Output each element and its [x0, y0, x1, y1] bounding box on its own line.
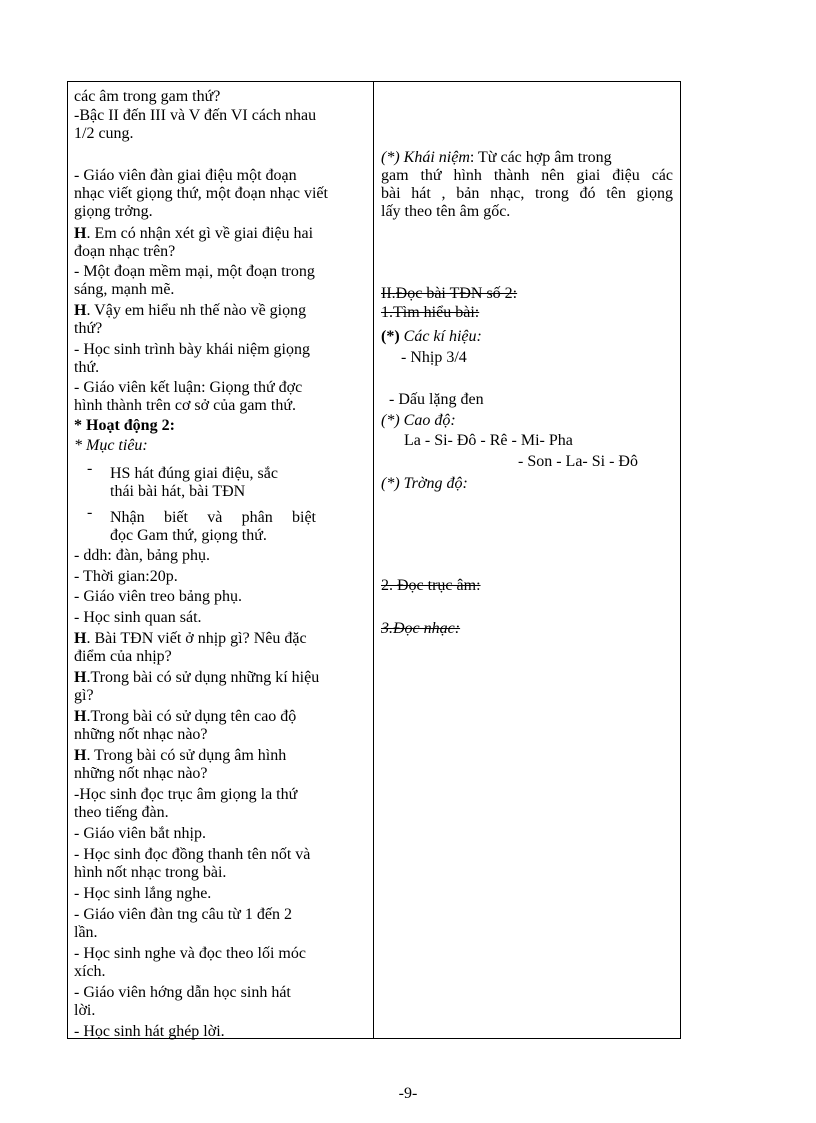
question-marker: H: [74, 225, 87, 242]
text-line: -Bậc II đến III và V đến VI cách nhau: [74, 107, 317, 124]
activity-heading: * Hoạt động 2:: [74, 417, 175, 434]
text-line: -Học sinh đọc trục âm giọng la thứ: [74, 786, 298, 803]
text-line: hình nốt nhạc trong bài.: [74, 864, 227, 881]
text-line: - Giáo viên đàn giai điệu một đoạn: [74, 167, 297, 184]
text-line: lần.: [74, 924, 98, 941]
text-line: - Thời gian:20p.: [74, 568, 178, 585]
text-line: Nhận biết và phân biệt: [110, 509, 316, 526]
text-line: gam thứ hình thành nên giai điệu các: [381, 167, 673, 184]
lesson-table: [67, 81, 681, 1039]
text-line: gì?: [74, 687, 94, 704]
text-line: thứ.: [74, 359, 100, 376]
page-number: -9-: [398, 1085, 418, 1102]
text-line: thái bài hát, bài TĐN: [110, 483, 246, 500]
pitch-line: La - Si- Đô - Rê - Mi- Pha: [404, 432, 573, 449]
question-line: H. Bài TĐN viết ở nhịp gì? Nêu đặc: [74, 630, 307, 647]
column-divider: [373, 82, 374, 1038]
text-line: theo tiếng đàn.: [74, 804, 169, 821]
text-line: HS hát đúng giai điệu, sắc: [110, 465, 278, 482]
symbols-mark: (*): [381, 328, 400, 345]
question-marker: H: [74, 708, 87, 725]
text-line: 1/2 cung.: [74, 125, 134, 142]
text-line: hình thành trên cơ sở của gam thứ.: [74, 397, 296, 414]
text-line: - ddh: đàn, bảng phụ.: [74, 547, 210, 564]
question-marker: H: [74, 302, 87, 319]
text-line: đọc Gam thứ, giọng thứ.: [110, 527, 267, 544]
text-line: - Giáo viên đàn tng câu từ 1 đến 2: [74, 906, 292, 923]
text-line: - Giáo viên hớng dẫn học sinh hát: [74, 984, 291, 1001]
text-line: giọng trởng.: [74, 203, 153, 220]
subsection-title: 2. Đọc trục âm:: [381, 577, 481, 594]
text-line: lấy theo tên âm gốc.: [381, 203, 511, 220]
text-line: - Học sinh lắng nghe.: [74, 885, 212, 902]
text-line: - Học sinh đọc đồng thanh tên nốt và: [74, 846, 311, 863]
rest-line: - Dấu lặng đen: [389, 391, 484, 408]
text-line: bài hát , bản nhạc, trong đó tên giọng: [381, 185, 673, 202]
text-line: đoạn nhạc trên?: [74, 243, 176, 260]
text-line: - Giáo viên treo bảng phụ.: [74, 588, 242, 605]
pitch-label: (*) Cao độ:: [381, 412, 456, 429]
text-line: - Học sinh quan sát.: [74, 609, 202, 626]
question-marker: H: [74, 630, 87, 647]
bullet-mark: -: [87, 504, 93, 521]
question-line: H. Vậy em hiểu nh thế nào về giọng: [74, 302, 307, 319]
text-line: - Học sinh trình bày khái niệm giọng: [74, 341, 310, 358]
text-line: - Giáo viên bắt nhịp.: [74, 825, 206, 842]
text-line: - Một đoạn mềm mại, một đoạn trong: [74, 263, 315, 280]
text-line: - Giáo viên kết luận: Giọng thứ đợc: [74, 379, 303, 396]
text-line: những nốt nhạc nào?: [74, 765, 208, 782]
symbols-label: (*) Các kí hiệu:: [381, 328, 482, 345]
concept-line: (*) Khái niệm: Từ các hợp âm trong: [381, 149, 612, 166]
duration-label: (*) Trờng độ:: [381, 475, 468, 492]
text-line: điểm của nhịp?: [74, 648, 172, 665]
pitch-line: - Son - La- Si - Đô: [518, 453, 638, 470]
subsection-title: 1.Tìm hiểu bài:: [381, 304, 480, 321]
text-line: các âm trong gam thứ?: [74, 88, 221, 105]
concept-label: (*) Khái niệm: [381, 149, 470, 166]
question-line: H.Trong bài có sử dụng những kí hiệu: [74, 669, 320, 686]
meter-line: - Nhịp 3/4: [401, 349, 467, 366]
text-line: - Học sinh hát ghép lời.: [74, 1023, 225, 1040]
question-line: H. Em có nhận xét gì về giai điệu hai: [74, 225, 314, 242]
text-line: nhạc viết giọng thứ, một đoạn nhạc viết: [74, 185, 328, 202]
objectives-label: * Mục tiêu:: [74, 437, 148, 454]
question-marker: H: [74, 747, 87, 764]
text-line: thứ?: [74, 320, 103, 337]
text-line: xích.: [74, 963, 106, 980]
subsection-title: 3.Đọc nhạc:: [381, 620, 461, 637]
text-line: lời.: [74, 1002, 96, 1019]
question-marker: H: [74, 669, 87, 686]
question-line: H.Trong bài có sử dụng tên cao độ: [74, 708, 297, 725]
text-line: những nốt nhạc nào?: [74, 726, 208, 743]
text-line: sáng, mạnh mẽ.: [74, 281, 175, 298]
text-line: - Học sinh nghe và đọc theo lối móc: [74, 945, 306, 962]
section-title: II.Đọc bài TĐN số 2:: [381, 285, 518, 302]
bullet-mark: -: [87, 460, 93, 477]
question-line: H. Trong bài có sử dụng âm hình: [74, 747, 287, 764]
